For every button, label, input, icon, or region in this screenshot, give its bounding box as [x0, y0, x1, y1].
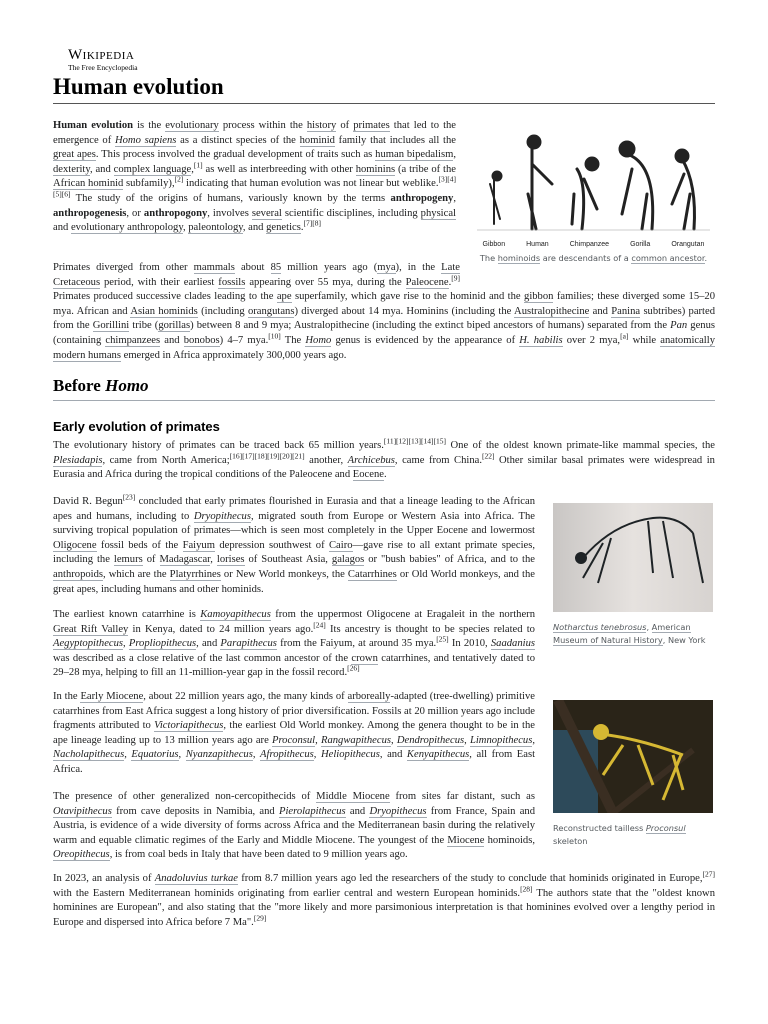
- text-run: genus (containing: [53, 320, 715, 346]
- text-run: and: [345, 805, 370, 817]
- label-orangutan: Orangutan: [671, 241, 705, 248]
- text-run: , about 22 million years ago, the many kinds of: [143, 691, 348, 702]
- text-run: with the Eastern Mediterranean hominids originating from earlier central and western European hominids.: [53, 887, 521, 899]
- text-run: Its ancestry is thought to be species related to: [325, 623, 535, 635]
- wiki-link[interactable]: Equatorius: [131, 749, 179, 761]
- text-run: genus is evidenced by the appearance of: [331, 334, 520, 346]
- italic-term: Pan: [670, 320, 688, 332]
- wiki-link[interactable]: chimpanzees: [105, 334, 161, 346]
- citation-link[interactable]: [26]: [347, 663, 360, 673]
- citation-link[interactable]: [29]: [253, 913, 267, 923]
- text-run: One of the oldest known primate-like mammal species, the: [446, 440, 715, 451]
- text-run: concluded that early primates flourished in Eurasia and that a lineage leading to the African apes and humans, including to: [53, 496, 536, 522]
- text-run: and: [160, 334, 184, 346]
- label-human: Human: [526, 241, 549, 248]
- wiki-link[interactable]: genetics: [266, 222, 301, 234]
- text-run: million years ago (: [281, 262, 378, 273]
- text-run: fossil beds of the: [96, 539, 183, 551]
- wiki-link[interactable]: evolutionary anthropology: [70, 222, 183, 234]
- wiki-link[interactable]: common ancestor: [631, 253, 705, 263]
- text-run: from the Faiyum, at around 35 mya.: [276, 638, 437, 650]
- text-run: ,: [191, 163, 194, 175]
- text-run: ,: [182, 222, 189, 234]
- text-run: , or: [126, 207, 144, 219]
- text-run: ,: [453, 149, 456, 161]
- text-run: (including: [197, 305, 248, 317]
- text-run: The study of the origins of humans, variously known by the terms: [70, 192, 391, 204]
- text-run: .: [383, 469, 387, 481]
- text-run: as a distinct species of the: [176, 134, 300, 146]
- text-run: tribe (: [129, 320, 159, 332]
- text-run: , migrated south from Europe or Western Asia into Africa. The surviving tropical population of primates—which is seen most completely in the Upper Eocene and lowermost: [53, 510, 535, 537]
- text-run: -adapted (tree-dwelling) primitive catarrhines from East Africa suggest a long history of prior diversification. Fossils at 20 million years ago include fragments attributed to: [53, 691, 535, 732]
- wiki-link[interactable]: Kamoyapithecus: [200, 609, 271, 620]
- wiki-link[interactable]: Asian hominids: [130, 305, 198, 317]
- text-run: subtribes) parted from the: [53, 305, 715, 332]
- wiki-link[interactable]: lorises: [216, 554, 245, 566]
- wiki-link[interactable]: Panina: [611, 305, 641, 317]
- text-run: The: [280, 334, 306, 346]
- text-run: or Old World monkeys, and the great apes, including humans and other hominids.: [53, 568, 535, 595]
- notharctus-image[interactable]: [553, 503, 713, 612]
- wiki-link[interactable]: Late Cretaceous: [53, 262, 460, 288]
- text-run: superfamily, which gave rise to the hominid and the: [291, 291, 525, 303]
- wiki-link[interactable]: human bipedalism: [375, 149, 454, 161]
- wiki-link[interactable]: Kenyapithecus: [406, 749, 470, 761]
- notharctus-figure: [553, 503, 713, 646]
- proconsul-image[interactable]: [553, 700, 713, 813]
- text-run: ,: [391, 734, 397, 746]
- text-run: ), in the: [395, 262, 442, 273]
- text-run: .: [448, 276, 452, 288]
- text-run: ,: [210, 554, 217, 566]
- anadoluvius-paragraph: [53, 869, 715, 930]
- text-run: families; these diverged some 15–20 mya. African and: [53, 291, 716, 317]
- wiki-link[interactable]: Notharctus tenebrosus: [553, 622, 647, 632]
- text-run: emerged in Africa approximately 300,000 years ago.: [120, 349, 347, 361]
- text-run: or "bush babies" of Africa, and to the: [364, 554, 535, 566]
- middle-miocene-paragraph: [53, 790, 535, 863]
- label-gibbon: Gibbon: [482, 241, 506, 248]
- text-run: family that includes all the: [334, 134, 456, 146]
- text-run: of: [142, 554, 160, 566]
- citation-link[interactable]: [11][12][13][14][15]: [383, 436, 447, 446]
- text-run: from sites far distant, such as: [389, 791, 535, 802]
- text-run: ,: [252, 749, 261, 761]
- text-run: , came from North America;: [102, 454, 230, 466]
- text-run: indicating that human evolution was not linear but weblike.: [183, 178, 439, 190]
- text-run: process within the: [218, 120, 307, 131]
- text-run: ,: [313, 749, 322, 761]
- wiki-link[interactable]: Nacholapithecus: [53, 749, 125, 761]
- wiki-link[interactable]: H. habilis: [519, 334, 563, 346]
- wiki-link[interactable]: Australopithecine: [514, 305, 590, 317]
- wiki-link[interactable]: anatomically modern humans: [53, 334, 715, 361]
- citation-link[interactable]: [28]: [520, 884, 533, 894]
- wiki-link[interactable]: fossils: [218, 276, 246, 288]
- text-run: , the earliest Old World monkey. Among the genera thought to be in the ape lineage leading up to 13 million years ago are: [53, 720, 535, 746]
- text-run: , New York: [662, 634, 706, 645]
- citation-link[interactable]: [a]: [620, 331, 629, 341]
- text-run: ,: [123, 638, 129, 650]
- text-run: hominoids,: [484, 834, 536, 846]
- wiki-link[interactable]: African hominid: [53, 178, 124, 190]
- citation-link[interactable]: [2]: [174, 174, 184, 184]
- wiki-link[interactable]: mammals: [193, 262, 235, 273]
- text-run: Other similar basal primates were widespread in Eurasia and Africa during the tropical conditions of the Paleocene and: [53, 454, 715, 481]
- text-run: The earliest known catarrhine is: [53, 609, 201, 620]
- bold-term: anthropogeny: [390, 192, 454, 204]
- section-heading-before-homo: [53, 376, 149, 396]
- wikipedia-logo[interactable]: [68, 48, 138, 72]
- wiki-link[interactable]: Otavipithecus: [53, 805, 112, 817]
- wiki-link[interactable]: lemurs: [113, 554, 143, 566]
- wiki-link[interactable]: Plesiadapis: [53, 454, 103, 466]
- bold-term: Human evolution: [53, 120, 134, 131]
- wiki-link[interactable]: orangutans: [247, 305, 295, 317]
- text-run: ,: [315, 734, 321, 746]
- wiki-link[interactable]: American Museum of Natural History: [553, 622, 691, 645]
- bold-term: anthropogony: [143, 207, 208, 219]
- text-run: another,: [304, 454, 348, 466]
- text-run: ,: [178, 749, 186, 761]
- text-run: The: [479, 253, 498, 263]
- wiki-link[interactable]: galagos: [331, 554, 365, 566]
- text-run: Reconstructed tailless: [553, 823, 646, 833]
- text-run: about: [234, 262, 271, 273]
- wiki-link[interactable]: Miocene: [447, 834, 485, 846]
- skeleton-labels: [472, 241, 715, 248]
- wiki-link[interactable]: crown: [351, 652, 378, 664]
- wiki-link[interactable]: hominid: [299, 134, 335, 146]
- citation-link[interactable]: [27]: [702, 869, 715, 879]
- text-run: subfamily),: [123, 178, 175, 190]
- text-run: that led to the emergence of: [53, 120, 457, 146]
- text-run: .: [300, 222, 304, 234]
- text-run: Primates produced successive clades leading to the: [53, 291, 277, 303]
- text-run: in Kenya, dated to 24 million years ago.: [128, 623, 314, 635]
- notharctus-caption: [553, 621, 713, 646]
- wiki-link[interactable]: Paleocene: [405, 276, 449, 288]
- wiki-link[interactable]: paleontology: [188, 222, 243, 234]
- citation-link[interactable]: [7][8]: [303, 218, 321, 228]
- text-run: and: [53, 222, 71, 234]
- logo-tagline: The Free Encyclopedia: [68, 63, 138, 72]
- heading-italic: Homo: [105, 376, 149, 395]
- text-run: , and: [89, 163, 114, 175]
- text-run: ,: [453, 192, 456, 204]
- text-run: , which are the: [103, 568, 170, 580]
- hominoid-skeletons-image[interactable]: [472, 124, 715, 236]
- wiki-link[interactable]: anthropoids: [53, 568, 104, 580]
- text-run: from cave deposits in Namibia, and: [111, 805, 279, 817]
- wiki-link[interactable]: Afropithecus: [260, 749, 314, 761]
- wiki-link[interactable]: Eocene: [352, 469, 384, 481]
- text-run: The evolutionary history of primates can be traced back 65 million years.: [53, 440, 384, 451]
- wiki-link[interactable]: gibbon: [524, 291, 554, 303]
- citation-link[interactable]: [3][4][5][6]: [53, 174, 456, 199]
- wiki-link[interactable]: arboreally: [347, 691, 391, 702]
- text-run: of: [336, 120, 354, 131]
- text-run: ,: [464, 734, 470, 746]
- text-run: of Southeast Asia,: [244, 554, 332, 566]
- wiki-link[interactable]: Platyrrhines: [169, 568, 221, 580]
- wiki-link[interactable]: mya: [377, 262, 396, 273]
- text-run: Primates diverged from other: [53, 262, 194, 273]
- wiki-link[interactable]: Proconsul: [645, 823, 686, 833]
- wiki-link[interactable]: Limnopithecus: [469, 734, 533, 746]
- text-run: , is from coal beds in Italy that have been dated to 9 million years ago.: [109, 849, 408, 861]
- hominoid-skeletons-figure: [472, 124, 715, 265]
- catarrhine-paragraph: [53, 608, 535, 681]
- wiki-link[interactable]: dexterity: [53, 163, 90, 175]
- wiki-link[interactable]: Propliopithecus: [128, 638, 197, 650]
- wiki-link[interactable]: Victoriapithecus: [154, 720, 224, 732]
- wiki-link[interactable]: bonobos: [183, 334, 220, 346]
- wiki-link[interactable]: several: [251, 207, 282, 219]
- text-run: over 2 mya,: [562, 334, 621, 346]
- text-run: David R. Begun: [53, 496, 123, 507]
- text-run: ) 4–7 mya.: [219, 334, 269, 346]
- wiki-link[interactable]: Cairo: [328, 539, 353, 551]
- wiki-link[interactable]: Dendropithecus: [396, 734, 465, 746]
- text-run: —gave rise to all extant primate species, including the: [53, 539, 535, 566]
- text-run: from 8.7 million years ago led the researchers of the study to conclude that hominids originated in Europe,: [237, 873, 703, 884]
- wiki-link[interactable]: Aegyptopithecus: [53, 638, 124, 650]
- text-run: , came from China.: [394, 454, 483, 466]
- wiki-link[interactable]: hominoids: [497, 253, 541, 263]
- page-title: Human evolution: [53, 74, 224, 99]
- title-divider: [53, 103, 715, 104]
- primate-history-paragraph: [53, 436, 715, 483]
- citation-link[interactable]: [25]: [436, 634, 449, 644]
- section-divider: [53, 400, 715, 401]
- text-run: ,: [124, 749, 132, 761]
- wiki-link[interactable]: Nyanzapithecus: [185, 749, 253, 761]
- text-run: are descendants of a: [540, 253, 632, 263]
- text-run: from the uppermost Oligocene at Eragaleit in the northern: [270, 609, 536, 620]
- text-run: (a tribe of the: [395, 163, 456, 175]
- text-run: ) diverged about 14 mya. Hominins (including the: [294, 305, 515, 317]
- text-run: The authors state that the "oldest known hominines are European", and also stating that the "more likely and more parsimonious interpretation is that hominines evolved over a lengthy period in Europe and dispersed into Africa before 7 Ma".: [53, 887, 715, 928]
- text-run: . This process involved the gradual development of traits such as: [95, 149, 376, 161]
- text-run: while: [628, 334, 661, 346]
- wiki-link[interactable]: gorillas: [158, 320, 191, 332]
- wiki-link[interactable]: Anadoluvius turkae: [154, 873, 238, 884]
- text-run: In the: [53, 691, 81, 702]
- divergence-paragraph: [53, 261, 715, 363]
- wiki-link[interactable]: Middle Miocene: [316, 791, 390, 802]
- text-run: The presence of other generalized non-cercopithecids of: [53, 791, 317, 802]
- text-run: or New World monkeys, the: [220, 568, 348, 580]
- wiki-link[interactable]: ape: [276, 291, 292, 303]
- wiki-link[interactable]: 85: [270, 262, 282, 273]
- begun-paragraph: [53, 492, 536, 597]
- citation-link[interactable]: [1]: [193, 160, 203, 170]
- citation-link[interactable]: [10]: [268, 331, 281, 341]
- label-gorilla: Gorilla: [630, 241, 651, 248]
- wiki-link[interactable]: Gorillini: [92, 320, 130, 332]
- proconsul-figure: [553, 700, 713, 847]
- wiki-link[interactable]: Madagascar: [159, 554, 211, 566]
- citation-link[interactable]: [22]: [482, 451, 495, 461]
- text-run: is the: [133, 120, 166, 131]
- float-spacer: [460, 261, 715, 289]
- label-chimpanzee: Chimpanzee: [569, 241, 610, 248]
- text-run: , and: [196, 638, 221, 650]
- wiki-link[interactable]: Great Rift Valley: [53, 623, 129, 635]
- wiki-link[interactable]: Homo: [305, 334, 332, 346]
- citation-link[interactable]: [9]: [451, 273, 460, 283]
- citation-link[interactable]: [16][17][18][19][20][21]: [229, 451, 305, 461]
- wiki-link[interactable]: Homo sapiens: [114, 134, 177, 146]
- wiki-link[interactable]: primates: [353, 120, 390, 131]
- text-run: catarrhines, and tentatively dated to 29–28 mya, helping to fill an 11-million-year gap in the fossil record.: [53, 652, 535, 679]
- wiki-link[interactable]: Faiyum: [182, 539, 215, 551]
- wiki-link[interactable]: Rangwapithecus: [320, 734, 391, 746]
- wiki-link[interactable]: Oreopithecus: [53, 849, 110, 861]
- text-run: .: [704, 253, 708, 263]
- wiki-link[interactable]: complex language: [113, 163, 192, 175]
- text-run: scientific disciplines, including: [281, 207, 421, 219]
- wiki-link[interactable]: Parapithecus: [220, 638, 277, 650]
- text-run: , and: [379, 749, 407, 761]
- wiki-link[interactable]: Oligocene: [53, 539, 97, 551]
- heading-text: Before: [53, 376, 106, 395]
- bold-term: anthropogenesis: [53, 207, 127, 219]
- text-run: ) between 8 and 9 mya; Australopithecine (including the extinct biped ancestors of humans) separated from the: [190, 320, 671, 332]
- wiki-link[interactable]: great apes: [53, 149, 96, 161]
- wiki-link[interactable]: hominins: [355, 163, 396, 175]
- early-miocene-paragraph: [53, 690, 535, 778]
- wiki-link[interactable]: Saadanius: [490, 638, 536, 650]
- wiki-link[interactable]: history: [306, 120, 337, 131]
- text-run: , all from East Africa.: [53, 749, 536, 775]
- wiki-link[interactable]: Early Miocene: [80, 691, 144, 702]
- text-run: as well as interbreeding with other: [202, 163, 356, 175]
- text-run: skeleton: [553, 835, 588, 846]
- wiki-link[interactable]: Pierolapithecus: [278, 805, 346, 817]
- text-run: ,: [532, 734, 536, 746]
- citation-link[interactable]: [23]: [122, 492, 136, 502]
- text-run: from France, Spain and Austria, is evidence of a wide diversity of forms across Africa and the Mediterranean basin during the relatively warm and equable climatic regimes of the Early and Middle Miocene. The youngest of the: [53, 805, 536, 846]
- italic-term: Heliopithecus: [321, 749, 380, 761]
- citation-link[interactable]: [24]: [313, 620, 326, 630]
- text-run: , involves: [207, 207, 252, 219]
- text-run: period, with their earliest: [100, 276, 219, 288]
- proconsul-caption: [553, 822, 713, 847]
- text-run: depression southwest of: [214, 539, 329, 551]
- text-run: , and: [242, 222, 267, 234]
- text-run: In 2010,: [448, 638, 491, 650]
- wiki-link[interactable]: Dryopithecus: [369, 805, 427, 817]
- text-run: appearing over 55 mya, during the: [245, 276, 406, 288]
- wiki-link[interactable]: evolutionary: [165, 120, 219, 131]
- wiki-link[interactable]: Archicebus: [347, 454, 395, 466]
- text-run: and: [589, 305, 612, 317]
- wiki-link[interactable]: Dryopithecus: [193, 510, 251, 522]
- wiki-link[interactable]: Proconsul: [271, 734, 316, 746]
- text-run: was described as a close relative of the last common ancestor of the: [53, 652, 352, 664]
- wiki-link[interactable]: Catarrhines: [347, 568, 397, 580]
- logo-wordmark: Wikipedia: [68, 47, 135, 63]
- subsection-heading: Early evolution of primates: [53, 419, 220, 434]
- wiki-link[interactable]: physical: [420, 207, 456, 219]
- intro-paragraph: [53, 119, 456, 236]
- text-run: In 2023, an analysis of: [53, 873, 155, 884]
- text-run: ,: [646, 622, 652, 632]
